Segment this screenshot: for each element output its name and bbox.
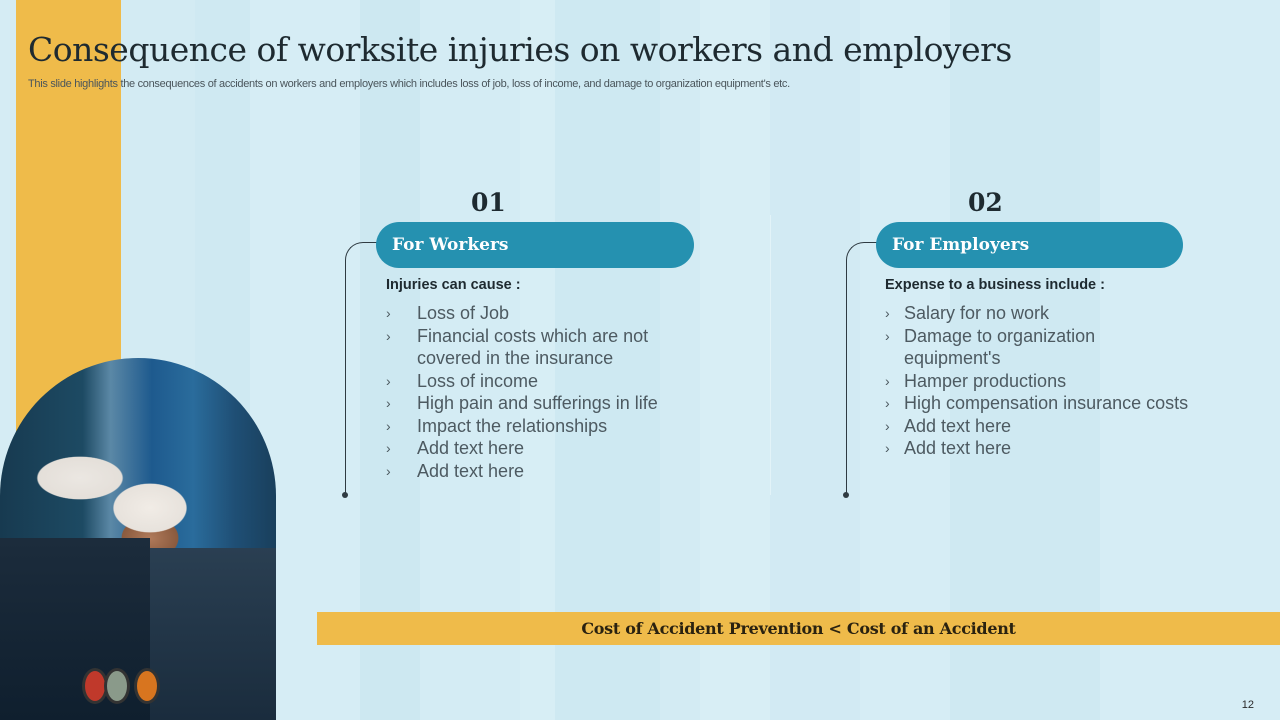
- list-item: › High pain and sufferings in life: [386, 393, 658, 413]
- chevron-right-icon: ›: [386, 395, 391, 411]
- timeline-connector: [846, 242, 878, 494]
- list-item: › Loss of income: [386, 370, 539, 391]
- page-number: 12: [1241, 699, 1254, 711]
- chevron-right-icon: ›: [386, 462, 391, 479]
- list-item: › Add text here: [386, 460, 525, 481]
- photo-detail: [150, 548, 276, 720]
- list-item: › Loss of Job: [386, 303, 510, 323]
- column-number: 01: [471, 188, 506, 217]
- chevron-right-icon: ›: [386, 440, 391, 456]
- list-item: › Damage to organization equipment's: [885, 325, 1096, 368]
- employers-list: [885, 302, 1215, 460]
- first-aid-photo: [0, 358, 276, 720]
- list-item: › Hamper productions: [885, 370, 1067, 391]
- chevron-right-icon: ›: [885, 395, 890, 411]
- chevron-right-icon: ›: [885, 417, 890, 434]
- page-title: Consequence of worksite injuries on workers and employers: [28, 30, 1012, 69]
- photo-detail: [104, 668, 130, 704]
- chevron-right-icon: ›: [386, 305, 391, 321]
- chevron-right-icon: ›: [885, 327, 890, 344]
- list-item: › Add text here: [386, 438, 525, 458]
- chevron-right-icon: ›: [885, 440, 890, 456]
- list-item: › Financial costs which are not covered in the insurance: [386, 325, 649, 368]
- timeline-connector: [345, 242, 377, 494]
- workers-pill: For Workers: [376, 222, 694, 268]
- workers-heading: Injuries can cause :: [386, 277, 521, 293]
- list-item: › Salary for no work: [885, 303, 1050, 323]
- employers-heading: Expense to a business include :: [885, 277, 1105, 293]
- timeline-dot: [843, 492, 849, 498]
- column-divider: [770, 215, 771, 495]
- timeline-dot: [342, 492, 348, 498]
- list-item: › High compensation insurance costs: [885, 393, 1189, 413]
- list-item: › Add text here: [885, 438, 1012, 458]
- chevron-right-icon: ›: [885, 305, 890, 321]
- chevron-right-icon: ›: [386, 417, 391, 434]
- chevron-right-icon: ›: [885, 372, 890, 389]
- list-item: › Impact the relationships: [386, 415, 608, 436]
- employers-pill: For Employers: [876, 222, 1183, 268]
- page-subtitle: This slide highlights the consequences of accidents on workers and employers which includes loss of job, loss of income, and damage to organization equipment's etc.: [28, 78, 790, 90]
- list-item: › Add text here: [885, 415, 1012, 436]
- workers-list: [386, 302, 686, 482]
- photo-detail: [134, 668, 160, 704]
- cost-comparison-banner: Cost of Accident Prevention < Cost of an Accident: [317, 612, 1280, 645]
- column-number: 02: [968, 188, 1003, 217]
- chevron-right-icon: ›: [386, 327, 391, 344]
- chevron-right-icon: ›: [386, 372, 391, 389]
